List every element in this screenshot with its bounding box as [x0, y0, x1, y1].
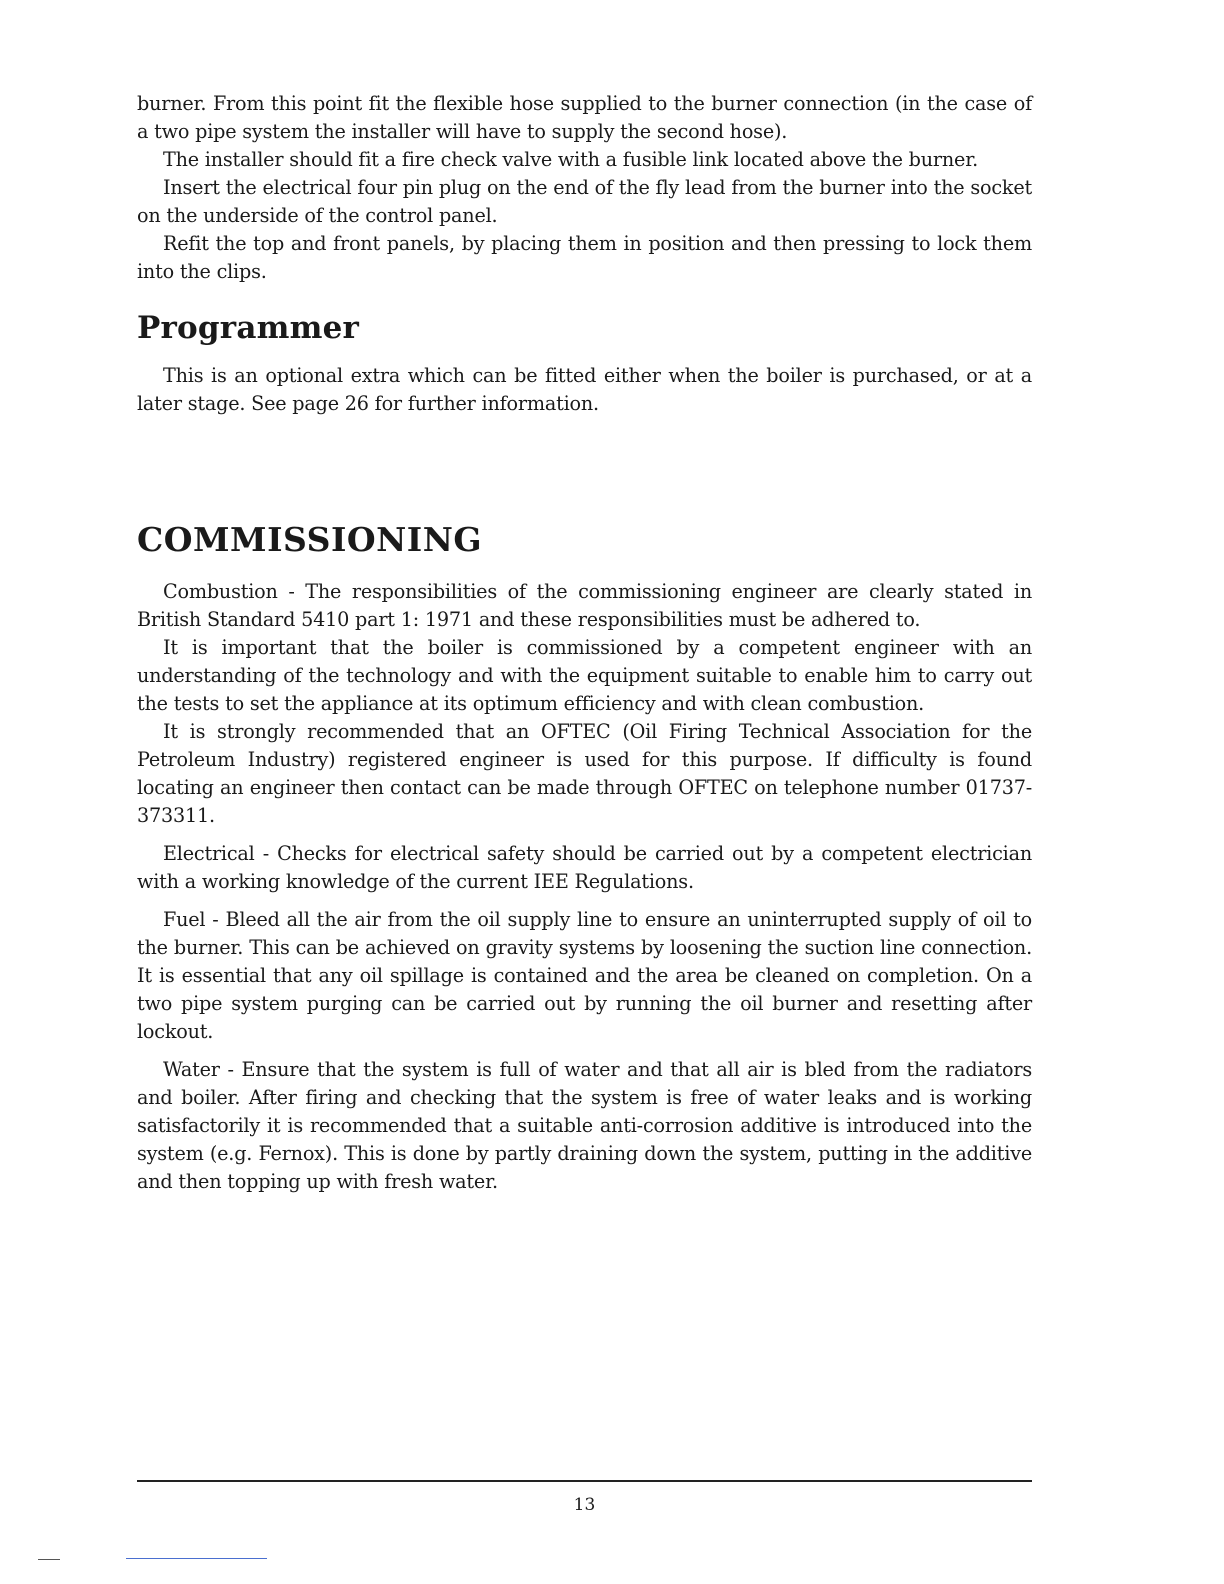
footer-divider: [137, 1480, 1032, 1482]
link-underline-mark: [126, 1558, 267, 1559]
paragraph-fire-check-valve: The installer should fit a fire check valve with a fusible link located above the burner.: [163, 148, 978, 171]
paragraph-refit-panels: Refit the top and front panels, by placing them in position and then pressing to lock them into the clips.: [137, 232, 1032, 283]
commissioning-heading: COMMISSIONING: [137, 520, 483, 559]
paragraph-competent-engineer: It is important that the boiler is commissioned by a competent engineer with an understanding of the technology and with the equipment suitable to enable him to carry out the tests to set the appliance at its optimum efficiency and with clean combustion.: [137, 636, 1032, 715]
page-number: 13: [573, 1495, 596, 1515]
paragraph-electrical: Electrical - Checks for electrical safety should be carried out by a competent electrician with a working knowledge of the current IEE Regulations.: [137, 842, 1032, 893]
paragraph-fuel: Fuel - Bleed all the air from the oil supply line to ensure an uninterrupted supply of oil to the burner. This can be achieved on gravity systems by loosening the suction line connection. It is essential that any oil spillage is contained and the area be cleaned on completion. On a two pipe system purging can be carried out by running the oil burner and resetting after lockout.: [137, 908, 1032, 1043]
paragraph-electrical-plug: Insert the electrical four pin plug on the end of the fly lead from the burner into the socket on the underside of the control panel.: [137, 176, 1032, 227]
programmer-heading: Programmer: [137, 310, 360, 346]
margin-mark: [38, 1559, 60, 1560]
paragraph-burner-hose: burner. From this point fit the flexible hose supplied to the burner connection (in the case of a two pipe system the installer will have to supply the second hose).: [137, 92, 1032, 143]
page-body: [137, 90, 1032, 1196]
paragraph-oftec: It is strongly recommended that an OFTEC (Oil Firing Technical Association for the Petroleum Industry) registered engineer is used for this purpose. If difficulty is found locating an engineer then contact can be made through OFTEC on telephone number 01737-373311.: [137, 720, 1032, 827]
paragraph-water: Water - Ensure that the system is full of water and that all air is bled from the radiators and boiler. After firing and checking that the system is free of water leaks and is working satisfactorily it is recommended that a suitable anti-corrosion additive is introduced into the system (e.g. Fernox). This is done by partly draining down the system, putting in the additive and then topping up with fresh water.: [137, 1058, 1032, 1193]
paragraph-combustion: Combustion - The responsibilities of the commissioning engineer are clearly stated in British Standard 5410 part 1: 1971 and these responsibilities must be adhered to.: [137, 580, 1032, 631]
paragraph-programmer: This is an optional extra which can be fitted either when the boiler is purchased, or at a later stage. See page 26 for further information.: [137, 364, 1032, 415]
